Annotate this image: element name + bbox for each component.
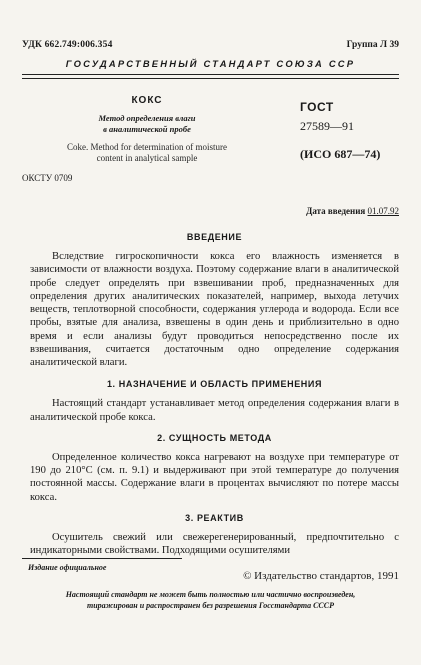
reproduction-notice [22,589,399,611]
title-block-left [22,95,272,164]
reproduction-notice-line1: Настоящий стандарт не может быть полностью или частично воспроизведен, [65,590,356,599]
udc-code: УДК 662.749:006.354 [22,40,113,50]
iso-reference: (ИСО 687—74) [300,147,381,161]
header-rule-thin [22,78,399,79]
body-content [30,232,399,557]
section-2-heading: 2. СУЩНОСТЬ МЕТОДА [157,432,272,443]
effective-date-value: 01.07.92 [367,206,399,216]
method-title-en-line1: Coke. Method for determination of moisture [67,142,227,152]
reproduction-notice-line2: тиражирован и распространен без разрешения Госстандарта СССР [87,601,334,610]
okstu-code: ОКСТУ 0709 [22,173,73,183]
section-3-paragraph: Осушитель свежий или свежерегенерированный, предпочтительно с индикаторными свойствами. Подходящими осушителями [30,531,399,556]
method-title-ru [22,113,272,135]
method-title-ru-line1: Метод определения влаги [98,113,196,123]
title-block-right [300,100,400,162]
product-name: КОКС [131,95,163,106]
official-edition-label: Издание официальное [28,563,107,572]
group-code: Группа Л 39 [346,40,399,50]
footer-divider [22,558,182,559]
effective-date [306,206,399,216]
header-rule-thick [22,74,399,75]
publisher-copyright: © Издательство стандартов, 1991 [243,570,399,582]
header-row [22,40,399,54]
effective-date-label: Дата введения [306,206,366,216]
method-title-en-line2: content in analytical sample [96,153,198,163]
gost-label: ГОСТ [300,100,334,114]
section-3-heading: 3. РЕАКТИВ [185,512,244,523]
intro-heading: ВВЕДЕНИЕ [186,232,243,242]
intro-paragraph: Вследствие гигроскопичности кокса его влажность изменяется в зависимости от влажности воздуха. Поэтому содержание влаги в аналитической пробе следует определять при взвешивании проб, предназначенных для определения других аналитических показателей, например, выхода летучих веществ, теплотворной способности, содержания углерода и водорода. Если все пробы, взятые для анализа, взвешены в один день и приблизительно в одно время и если анализы будут проводиться непосредственно после их взвешивания, считается достаточным одно определение содержания аналитической влаги. [30,251,399,368]
section-1-paragraph: Настоящий стандарт устанавливает метод определения содержания влаги в аналитической пробе кокса. [30,398,399,423]
section-2-paragraph: Определенное количество кокса нагревают на воздухе при температуре от 190 до 210°С (см. п. 9.1) и выдерживают при этой температуре до получения постоянной массы. Содержание влаги в процентах вычисляют по потере массы кокса. [30,451,399,503]
standard-title: ГОСУДАРСТВЕННЫЙ СТАНДАРТ СОЮЗА ССР [65,58,356,69]
method-title-ru-line2: в аналитической пробе [103,124,191,134]
section-1-heading: 1. НАЗНАЧЕНИЕ И ОБЛАСТЬ ПРИМЕНЕНИЯ [106,379,323,390]
gost-number: 27589—91 [300,119,354,133]
method-title-en [22,142,272,164]
